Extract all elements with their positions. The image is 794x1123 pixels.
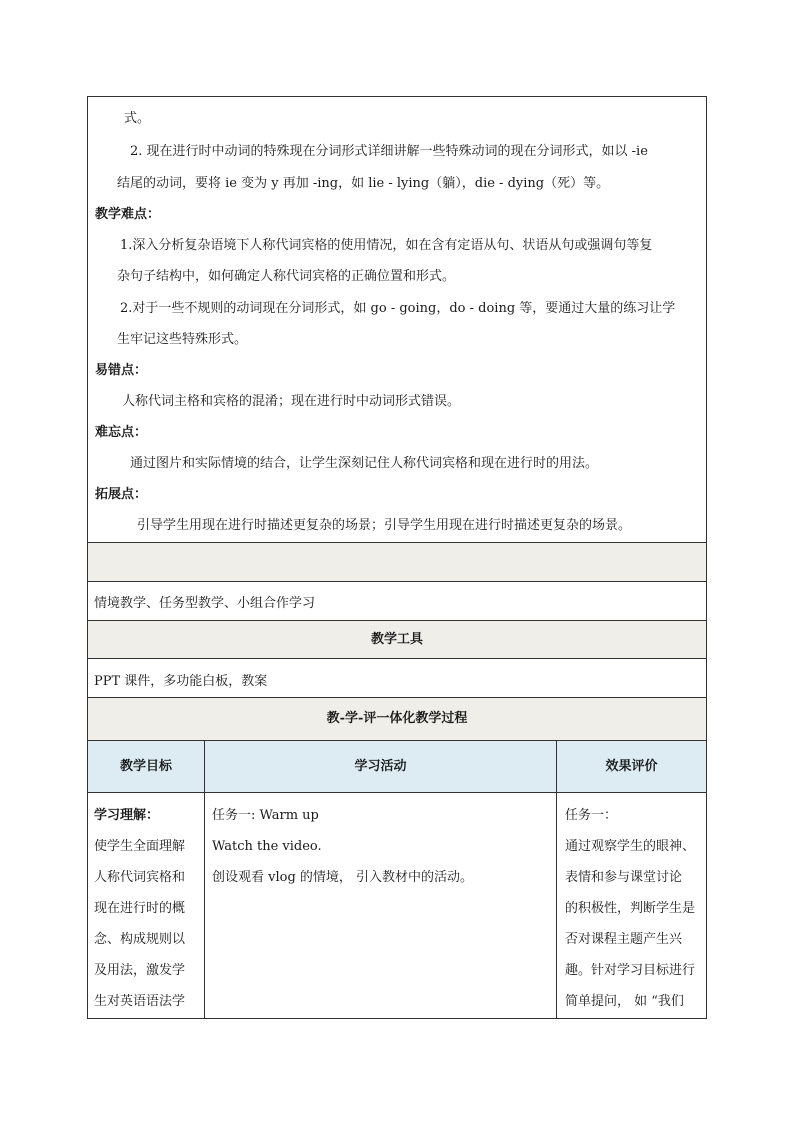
evaluation-line: 任务一：	[565, 808, 618, 823]
hard-to-remember-heading: 难忘点：	[95, 425, 148, 440]
goal-line: 使学生全面理解	[94, 839, 186, 854]
evaluation-line: 简单提问， 如 “我们	[565, 994, 684, 1009]
divider	[88, 658, 706, 659]
continuation-text: 式。	[124, 111, 151, 126]
key-point-item-2-line-2: 结尾的动词，要将 ie 变为 y 再加 -ing，如 lie - lying（躺），die - dying（死）等。	[117, 176, 610, 191]
divider	[88, 581, 706, 582]
error-prone-content: 人称代词主格和宾格的混淆；现在进行时中动词形式错误。	[122, 394, 461, 409]
column-header-evaluation: 效果评价	[605, 759, 658, 774]
difficulty-heading: 教学难点：	[95, 207, 161, 222]
evaluation-line: 否对课程主题产生兴	[565, 932, 683, 947]
goal-line: 现在进行时的概	[94, 901, 186, 916]
evaluation-line: 通过观察学生的眼神、	[565, 839, 696, 854]
divider	[88, 792, 706, 793]
goal-line: 学习理解：	[94, 808, 160, 823]
tools-heading-row	[88, 621, 706, 658]
methods-content: 情境教学、任务型教学、小组合作学习	[94, 596, 316, 611]
extension-heading: 拓展点：	[95, 487, 148, 502]
column-divider	[204, 741, 205, 1018]
difficulty-item-1-line-1: 1.深入分析复杂语境下人称代词宾格的使用情况，如在含有定语从句、状语从句或强调句等复	[120, 238, 653, 253]
goal-line: 人称代词宾格和	[94, 870, 186, 885]
column-divider	[556, 741, 557, 1018]
shaded-empty-row	[88, 543, 706, 581]
goal-cell	[94, 800, 185, 1017]
activity-cell	[212, 800, 473, 893]
difficulty-item-1-line-2: 杂句子结构中，如何确定人称代词宾格的正确位置和形式。	[117, 269, 456, 284]
hard-to-remember-content: 通过图片和实际情境的结合，让学生深刻记住人称代词宾格和现在进行时的用法。	[130, 456, 599, 471]
tools-heading: 教学工具	[370, 632, 423, 647]
extension-content: 引导学生用现在进行时描述更复杂的场景；引导学生用现在进行时描述更复杂的场景。	[137, 518, 632, 533]
difficulty-item-2-line-1: 2.对于一些不规则的动词现在分词形式，如 go - going，do - doing 等，要通过大量的练习让学	[120, 301, 676, 316]
column-header-activity: 学习活动	[354, 759, 407, 774]
error-prone-heading: 易错点：	[95, 363, 148, 378]
evaluation-line: 的积极性，判断学生是	[565, 901, 696, 916]
evaluation-line: 表情和参与课堂讨论	[565, 870, 683, 885]
goal-line: 及用法，激发学	[94, 963, 186, 978]
difficulty-item-2-line-2: 生牢记这些特殊形式。	[117, 332, 248, 347]
column-header-goal: 教学目标	[119, 759, 172, 774]
goal-line: 生对英语语法学	[94, 994, 186, 1009]
activity-line: 创设观看 vlog 的情境， 引入教材中的活动。	[212, 870, 474, 885]
activity-line: 任务一: Warm up	[212, 808, 319, 823]
key-point-item-2-line-1: 2. 现在进行时中动词的特殊现在分词形式详细讲解一些特殊动词的现在分词形式，如以 -ie	[130, 144, 648, 159]
process-heading-row	[88, 698, 706, 740]
evaluation-cell	[565, 800, 695, 1017]
goal-line: 念、构成规则以	[94, 932, 186, 947]
evaluation-line: 趣。针对学习目标进行	[565, 963, 696, 978]
process-heading: 教-学-评一体化教学过程	[326, 711, 468, 726]
lesson-plan-table	[87, 96, 707, 1019]
process-column-header-row	[88, 741, 706, 792]
tools-content: PPT 课件，多功能白板，教案	[94, 674, 268, 689]
activity-line: Watch the video.	[212, 839, 322, 854]
